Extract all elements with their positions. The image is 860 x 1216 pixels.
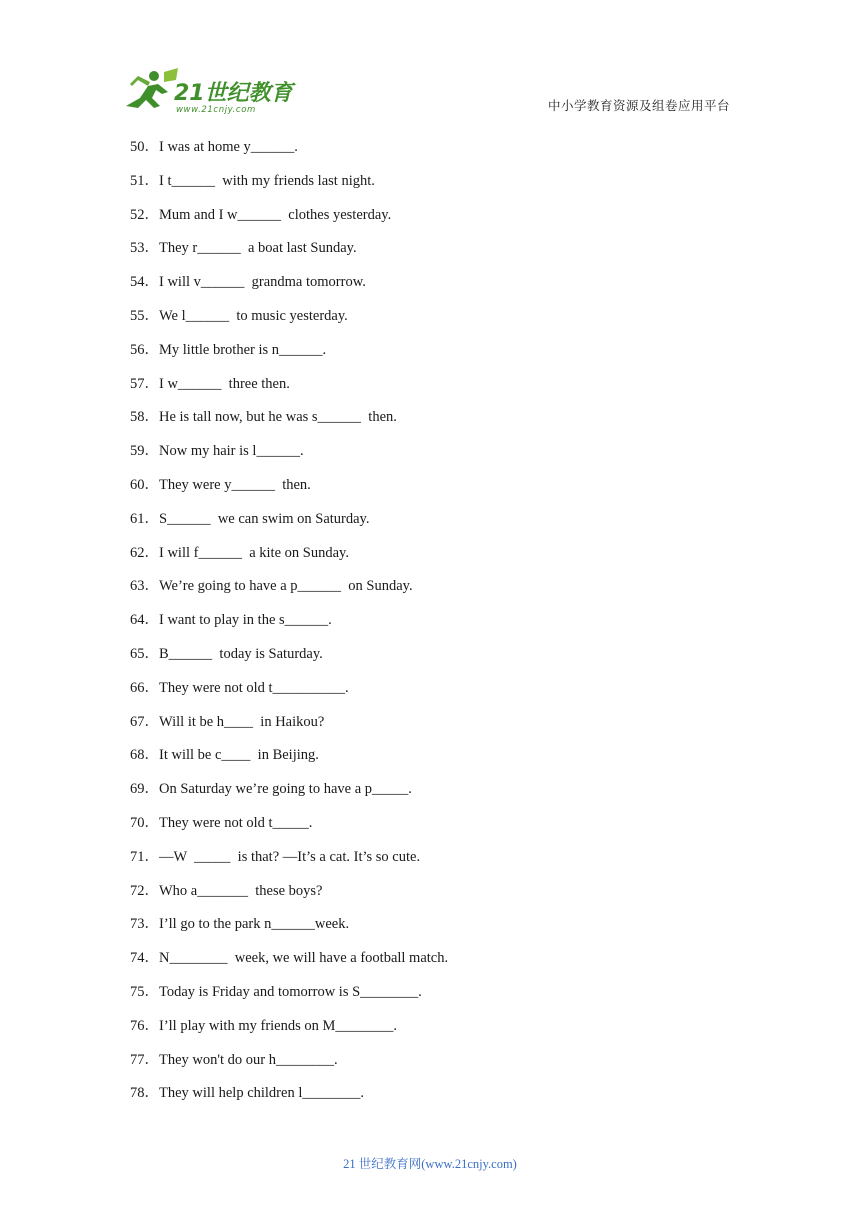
question-item: 57．I w______ three then.	[130, 375, 290, 392]
question-item: 72．Who a_______ these boys?	[130, 882, 323, 899]
header-divider	[118, 120, 732, 121]
question-item: 51．I t______ with my friends last night.	[130, 172, 375, 189]
question-item: 76．I’ll play with my friends on M________.	[130, 1017, 398, 1034]
page-header	[0, 0, 860, 124]
site-logo	[118, 66, 298, 118]
question-item: 56．My little brother is n______.	[130, 341, 327, 358]
question-item: 64．I want to play in the s______.	[130, 612, 332, 629]
question-item: 61．S______ we can swim on Saturday.	[130, 510, 370, 527]
question-item: 74．N________ week, we will have a football match.	[130, 950, 449, 967]
question-list	[130, 137, 750, 1117]
question-item: 71．—W _____ is that? —It’s a cat. It’s so cute.	[130, 848, 421, 865]
platform-tagline: 中小学教育资源及组卷应用平台	[547, 98, 730, 113]
question-item: 66．They were not old t__________.	[130, 679, 349, 696]
question-item: 63．We’re going to have a p______ on Sunday.	[130, 578, 413, 595]
question-item: 58．He is tall now, but he was s______ then.	[130, 409, 397, 426]
page-footer: 21 世纪教育网(www.21cnjy.com)	[343, 1157, 517, 1171]
question-item: 65．B______ today is Saturday.	[130, 645, 323, 662]
logo-text: 21世纪教育	[174, 81, 293, 106]
question-item: 55．We l______ to music yesterday.	[130, 307, 348, 324]
question-item: 77．They won't do our h________.	[130, 1051, 338, 1068]
logo-url: www.21cnjy.com	[176, 105, 256, 115]
question-item: 53．They r______ a boat last Sunday.	[130, 240, 357, 257]
runner-logo-icon	[118, 66, 298, 118]
question-item: 75．Today is Friday and tomorrow is S________.	[130, 983, 422, 1000]
question-item: 54．I will v______ grandma tomorrow.	[130, 274, 366, 291]
question-item: 67．Will it be h____ in Haikou?	[130, 713, 325, 730]
question-item: 70．They were not old t_____.	[130, 814, 313, 831]
question-item: 78．They will help children l________.	[130, 1085, 364, 1102]
question-item: 62．I will f______ a kite on Sunday.	[130, 544, 349, 561]
question-item: 52．Mum and I w______ clothes yesterday.	[130, 206, 392, 223]
question-item: 59．Now my hair is l______.	[130, 443, 304, 460]
question-item: 60．They were y______ then.	[130, 476, 311, 493]
question-item: 69．On Saturday we’re going to have a p_____.	[130, 781, 412, 798]
question-item: 68．It will be c____ in Beijing.	[130, 747, 319, 764]
question-item: 50．I was at home y______.	[130, 139, 298, 155]
question-item: 73．I’ll go to the park n______week.	[130, 916, 350, 933]
